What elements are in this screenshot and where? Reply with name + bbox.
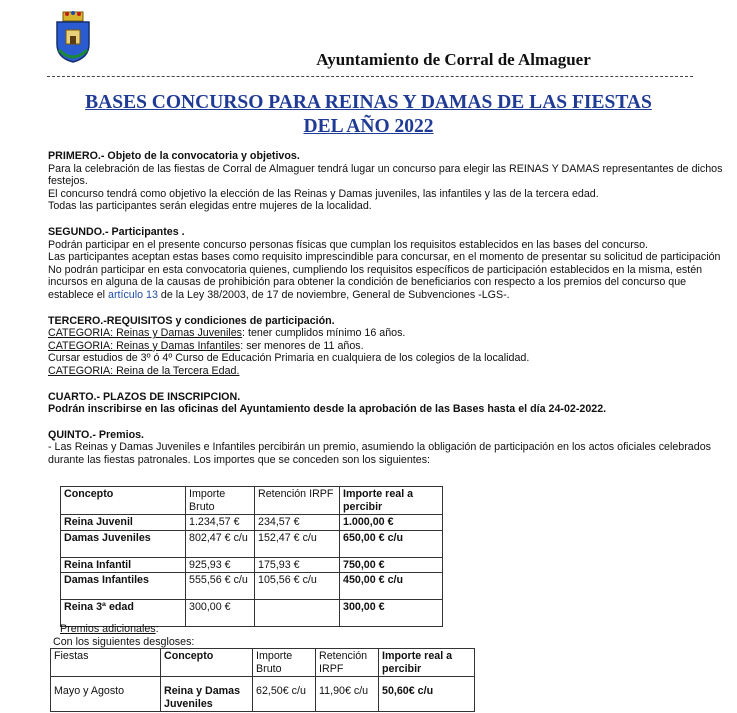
section-segundo-text: Las participantes aceptan estas bases como requisito imprescindible para concursar, en el momento de presentar su solicitud de participación [48,251,721,264]
document-body [48,150,734,466]
table-header-row [61,487,443,515]
table-cell: 234,57 € [255,515,340,531]
table-cell: 300,00 € [340,600,443,627]
table-row [51,677,475,712]
table-cell: Reina Infantil [61,557,186,573]
column-header: Importe Bruto [253,649,316,677]
table-cell: 555,56 € c/u [186,573,255,600]
section-segundo-heading: SEGUNDO.- Participantes . [48,225,185,238]
table-cell: 1.234,57 € [186,515,255,531]
document-title-line-2: DEL AÑO 2022 [303,116,434,137]
section-quinto-text: - Las Reinas y Damas Juveniles e Infantiles percibirán un premio, asumiendo la obligación de participación en los actos oficiales celebrados durante las fiestas patronales. Los importes que se conceden son los siguientes: [48,441,711,466]
table-cell: 1.000,00 € [340,515,443,531]
column-header: Fiestas [51,649,161,677]
section-cuarto-text: Podrán inscribirse en las oficinas del Ayuntamiento desde la aprobación de las Bases hasta el día 24-02-2022. [48,403,607,416]
category-juveniles: CATEGORIA: Reinas y Damas Juveniles: tener cumplidos mínimo 16 años. [48,327,406,340]
document-title-line-1: BASES CONCURSO PARA REINAS Y DAMAS DE LAS FIESTAS [85,92,652,113]
column-header: Importe real a percibir [340,487,443,515]
table-cell: 450,00 € c/u [340,573,443,600]
table-cell: 802,47 € c/u [186,530,255,557]
prizes-table [60,486,443,627]
section-tercero-heading: TERCERO.-REQUISITOS y condiciones de participación. [48,314,335,327]
table-cell: Damas Juveniles [61,530,186,557]
table-cell: 11,90€ c/u [316,677,379,712]
table-cell: 50,60€ c/u [379,677,475,712]
column-header: Concepto [161,649,253,677]
table-cell: 650,00 € c/u [340,530,443,557]
municipality-header: Ayuntamiento de Corral de Almaguer [316,50,591,69]
section-segundo-text: No podrán participar en esta convocatoria quienes, cumpliendo los requisitos específicos de participación establecidos en la misma, estén incursos en alguna de la causas de prohibición para obtener la condición de beneficiarios con respecto a los premios del concurso que establece el artículo 13 de la Ley 38/2003, de 17 de noviembre, General de Subvenciones -LGS-. [48,263,703,301]
table-cell: 925,93 € [186,557,255,573]
section-cuarto-heading: CUARTO.- PLAZOS DE INSCRIPCION. [48,390,241,403]
table-cell: Damas Infantiles [61,573,186,600]
category-tercera-edad: CATEGORIA: Reina de la Tercera Edad. [48,364,240,377]
table-row [61,515,443,531]
section-primero-text: Todas las participantes serán elegidas entre mujeres de la localidad. [48,200,372,213]
section-primero-heading: PRIMERO.- Objeto de la convocatoria y objetivos. [48,150,300,162]
section-primero-text: Para la celebración de las fiestas de Corral de Almaguer tendrá lugar un concurso para elegir las REINAS Y DAMAS representantes de dichos festejos. [48,162,723,188]
table-row [61,530,443,557]
column-header: Importe real a percibir [379,649,475,677]
section-primero-text: El concurso tendrá como objetivo la elección de las Reinas y Damas juveniles, las infantiles y las de la tercera edad. [48,187,599,200]
table-cell: Reina y Damas Juveniles [161,677,253,712]
category-infantiles-requirement: Cursar estudios de 3º ó 4º Curso de Educación Primaria en cualquiera de los colegios de la localidad. [48,352,530,365]
additional-prizes-table [50,648,475,712]
category-infantiles: CATEGORIA: Reinas y Damas Infantiles: ser menores de 11 años. [48,339,364,352]
table-cell: 152,47 € c/u [255,530,340,557]
section-quinto-heading: QUINTO.- Premios. [48,428,145,441]
table-cell: 62,50€ c/u [253,677,316,712]
header-divider [47,76,693,77]
table-row [61,557,443,573]
additional-prizes-label: Premios adicionales: [60,623,159,635]
articulo-13-link[interactable]: artículo 13 [108,288,158,301]
table-cell: 750,00 € [340,557,443,573]
table-cell [255,600,340,627]
table-cell: Reina 3ª edad [61,600,186,627]
table-cell: Reina Juvenil [61,515,186,531]
column-header: Retención IRPF [255,487,340,515]
table-header-row [51,649,475,677]
column-header: Importe Bruto [186,487,255,515]
table-cell: 105,56 € c/u [255,573,340,600]
column-header: Retención IRPF [316,649,379,677]
table-cell: Mayo y Agosto [51,677,161,712]
table-cell: 300,00 € [186,600,255,627]
breakdown-label: Con los siguientes desgloses: [53,636,195,648]
column-header: Concepto [61,487,186,515]
table-row [61,573,443,600]
table-cell: 175,93 € [255,557,340,573]
section-segundo-text: Podrán participar en el presente concurso personas físicas que cumplan los requisitos establecidos en las bases del concurso. [48,238,649,251]
